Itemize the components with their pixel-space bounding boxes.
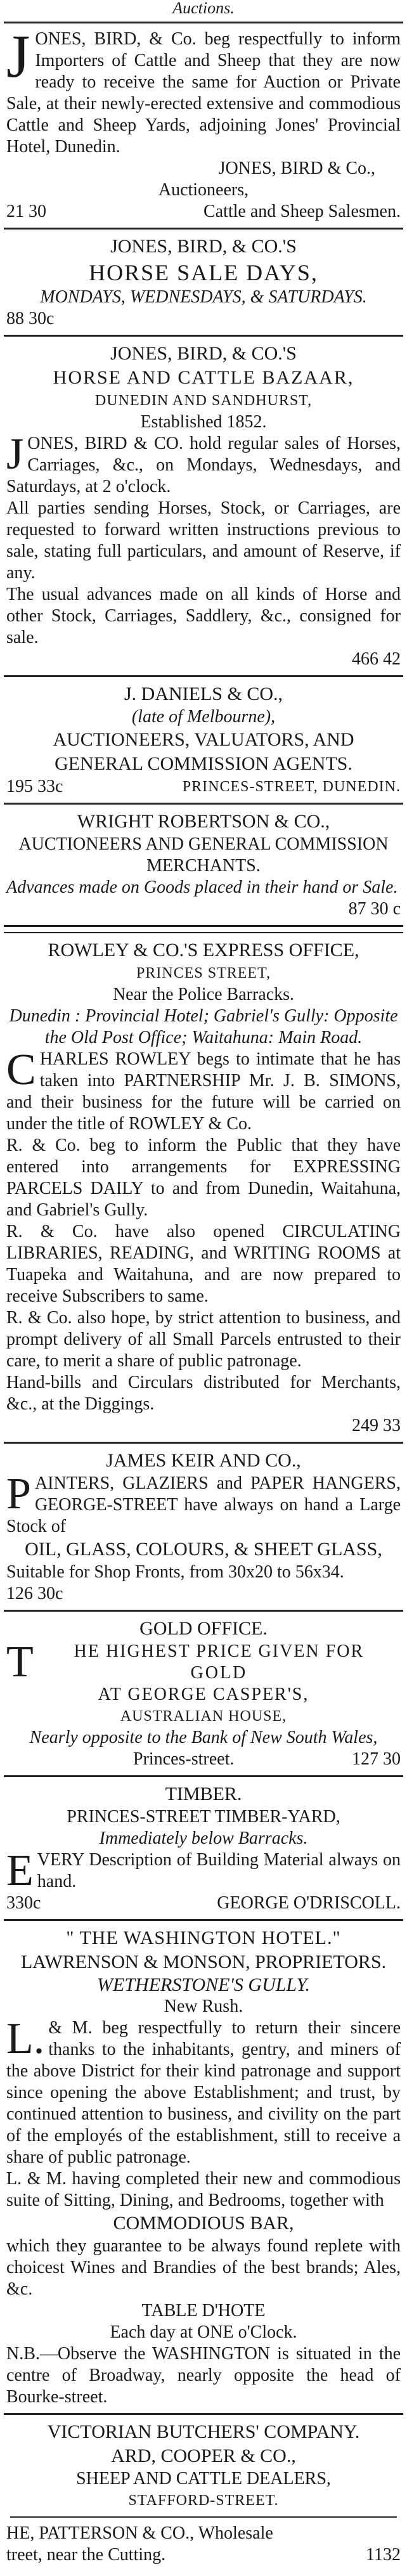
ad-subline: (late of Melbourne), [131, 707, 276, 727]
divider [4, 925, 403, 927]
divider [4, 675, 403, 677]
ad-code: 21 30 [6, 202, 46, 221]
ad-victorian-butchers [0, 2420, 407, 2566]
ad-code-row [6, 1749, 401, 1770]
drop-cap: E [6, 1846, 34, 1895]
ad-subline: WETHERSTONE'S GULLY. [97, 1974, 310, 1995]
divider [4, 228, 403, 230]
ad-body: AINTERS, GLAZIERS and PAPER HANGERS, GEORGE-STREET have always on hand a Large Stock of [6, 1473, 401, 1536]
ad-body: R. & Co. have also opened CIRCULATING LIBRARIES, READING, and WRITING ROOMS at Tuapeka and Waitahuna, and are now prepared to receive Subscribers to same. [6, 1222, 401, 1306]
divider [4, 932, 403, 933]
ad-subline: Nearly opposite to the Bank of New South Wales, [29, 1728, 378, 1747]
ad-code: 330c [6, 1893, 41, 1913]
ad-jones-horse-sale [0, 235, 407, 330]
ad-subline: MONDAYS, WEDNESDAYS, & SATURDAYS. [40, 287, 367, 307]
ad-headline: ARD, COOPER & CO., [111, 2445, 296, 2466]
ad-body: L. & M. having completed their new and commodious suite of Sitting, Dining, and Bedrooms, together with [6, 2169, 401, 2210]
ad-address: Princes-street. [133, 1749, 235, 1769]
ad-body: Suitable for Shop Fronts, from 30x20 to 56x34. [6, 1562, 344, 1582]
ad-body: R. & Co. beg to inform the Public that they have entered into arrangements for EXPRESSING PARCELS DAILY to and from Dunedin, Waitahuna, and Gabriel's Gully. [6, 1136, 401, 1220]
ad-headline: PRINCES-STREET TIMBER-YARD, [67, 1807, 340, 1827]
ad-subline: AUSTRALIAN HOUSE, [120, 1708, 287, 1725]
ad-code: 1132 [366, 2545, 401, 2565]
ad-jones-bazaar [0, 342, 407, 670]
ad-subline: PRINCES STREET, [136, 965, 271, 981]
ad-body: & M. beg respectfully to return their sincere thanks to the inhabitants, gentry, and miners of the above District for their kind patronage and support since opening the above Establishment; and trust, by continued attention to business, and civility on the part of the employés of the establishment, still to receive a share of public patronage. [6, 2018, 401, 2167]
ad-title: GOLD OFFICE. [139, 1618, 268, 1639]
ad-title: WRIGHT ROBERTSON & CO., [77, 811, 330, 832]
ad-subline: TABLE D'HOTE [141, 2301, 266, 2320]
divider [4, 335, 403, 337]
ad-body: ONES, BIRD, & Co. beg respectfully to inform Importers of Cattle and Sheep that they are now ready to receive the same for Auction or Private Sale, at their newly-erected extensive and commodious Cattle and Sheep Yards, adjoining Jones' Provincial Hotel, Dunedin. [6, 29, 401, 157]
divider [10, 2516, 397, 2518]
ad-wright-robertson [0, 810, 407, 920]
ad-title: J. DANIELS & CO., [124, 683, 283, 704]
divider [4, 2413, 403, 2415]
ad-title: TIMBER. [165, 1783, 242, 1804]
signature-title: Cattle and Sheep Salesmen. [203, 202, 401, 221]
ad-subline: Immediately below Barracks. [99, 1828, 308, 1848]
ad-subline: STAFFORD-STREET. [128, 2492, 279, 2509]
ad-body: Advances made on Goods placed in their hand or Sale. [6, 877, 398, 897]
ad-subline: Each day at ONE o'Clock. [110, 2322, 297, 2342]
ad-code-row [6, 776, 401, 798]
ad-headline: HORSE SALE DAYS, [89, 260, 318, 285]
divider [4, 1610, 403, 1612]
ad-body: The usual advances made on all kinds of Horse and other Stock, Carriages, Saddlery, &c., consigned for sale. [6, 585, 401, 647]
ad-timber [0, 1782, 407, 1914]
ad-body: HE, PATTERSON & CO., Wholesale [6, 2523, 273, 2543]
ad-code: 127 30 [352, 1749, 401, 1769]
drop-cap: T [6, 1638, 34, 1686]
ad-headline: OIL, GLASS, COLOURS, & SHEET GLASS, [25, 1539, 382, 1560]
ad-gold-office [0, 1617, 407, 1770]
ad-address: PRINCES-STREET, DUNEDIN. [182, 779, 401, 795]
signature: GEORGE O'DRISCOLL. [217, 1893, 401, 1913]
ad-headline: GENERAL COMMISSION AGENTS. [55, 753, 352, 774]
ad-code: 195 33c [6, 777, 63, 796]
signature: JONES, BIRD & Co., [218, 159, 375, 178]
ad-headline: GOLD [190, 1663, 248, 1683]
ad-title: " THE WASHINGTON HOTEL." [66, 1927, 341, 1948]
drop-cap: J [6, 430, 24, 479]
section-heading: Auctions. [172, 0, 235, 17]
ad-code: 466 42 [352, 649, 401, 669]
ad-subline: Near the Police Barracks. [112, 985, 295, 1004]
ad-title: JONES, BIRD, & CO.'S [110, 343, 297, 364]
signature-title: Auctioneers, [158, 180, 249, 200]
ad-rowley-express [0, 938, 407, 1437]
ad-body: N.B.—Observe the WASHINGTON is situated in the centre of Broadway, nearly opposite the head of Bourke-street. [6, 2344, 401, 2407]
ad-code-row [6, 201, 401, 223]
drop-cap: J [6, 22, 30, 90]
ad-subline: New Rush. [164, 1997, 243, 2016]
ad-daniels [0, 682, 407, 798]
ad-headline: COMMODIOUS BAR, [113, 2213, 294, 2234]
ad-washington-hotel [0, 1926, 407, 2408]
ad-code: 88 30c [6, 309, 55, 328]
ad-body: R. & Co. also hope, by strict attention to business, and prompt delivery of all Small Parcels entrusted to their care, to merit a share of public patronage. [6, 1308, 401, 1371]
ad-headline: AUCTIONEERS, VALUATORS, AND [53, 729, 354, 750]
ad-locations: Dunedin : Provincial Hotel; Gabriel's Gully: Opposite the Old Post Office; Waitahuna: Main Road. [9, 1006, 398, 1047]
ad-body: HARLES ROWLEY begs to intimate that he has taken into PARTNERSHIP Mr. J. B. SIMONS, and their business for the future will be carried on under the title of ROWLEY & Co. [6, 1049, 401, 1134]
ad-code: 249 33 [352, 1416, 401, 1435]
divider [4, 22, 403, 23]
ad-subline: SHEEP AND CATTLE DEALERS, [76, 2469, 331, 2489]
ad-headline: LAWRENSON & MONSON, PROPRIETORS. [20, 1951, 387, 1972]
ad-title: ROWLEY & CO.'S EXPRESS OFFICE, [48, 940, 359, 961]
ad-title: JONES, BIRD, & CO.'S [110, 236, 297, 257]
drop-cap: C [6, 1045, 36, 1094]
ad-headline: HORSE AND CATTLE BAZAAR, [53, 367, 354, 388]
ad-headline: AUCTIONEERS AND GENERAL COMMISSION MERCHANTS. [18, 834, 389, 876]
ad-headline: HE HIGHEST PRICE GIVEN FOR [74, 1641, 365, 1661]
ad-code: 87 30 c [348, 899, 401, 919]
ad-established: Established 1852. [140, 412, 267, 432]
ad-body: All parties sending Horses, Stock, or Carriages, are requested to forward written instructions previous to sale, stating full particulars, and amount of Reserve, if any. [6, 498, 401, 583]
divider [4, 1775, 403, 1777]
ad-body: Hand-bills and Circulars distributed for Merchants, &c., at the Diggings. [6, 1373, 401, 1414]
ad-body: VERY Description of Building Material always on hand. [37, 1850, 401, 1891]
ad-code: 126 30c [6, 1584, 63, 1603]
divider [4, 1442, 403, 1444]
divider [4, 1919, 403, 1921]
ad-james-keir [0, 1449, 407, 1605]
ad-body: ONES, BIRD & CO. hold regular sales of Horses, Carriages, &c., on Mondays, Wednesdays, and Saturdays, at 2 o'clock. [6, 434, 401, 496]
ad-code-row [6, 2544, 401, 2566]
ad-jones-bird-cattle [0, 22, 407, 223]
drop-cap: L. [6, 2014, 45, 2063]
ad-subline: DUNEDIN AND SANDHURST, [94, 392, 313, 409]
ad-body: which they guarantee to be always found replete with choicest Wines and Brandies of the best brands; Ales, &c. [6, 2236, 401, 2299]
ad-title: JAMES KEIR AND CO., [106, 1450, 301, 1471]
drop-cap: P [6, 1470, 31, 1518]
divider [4, 803, 403, 805]
ad-code-row [6, 1893, 401, 1914]
ad-headline: AT GEORGE CASPER'S, [98, 1685, 309, 1704]
ad-title: VICTORIAN BUTCHERS' COMPANY. [47, 2421, 360, 2442]
ad-body: treet, near the Cutting. [6, 2545, 166, 2565]
